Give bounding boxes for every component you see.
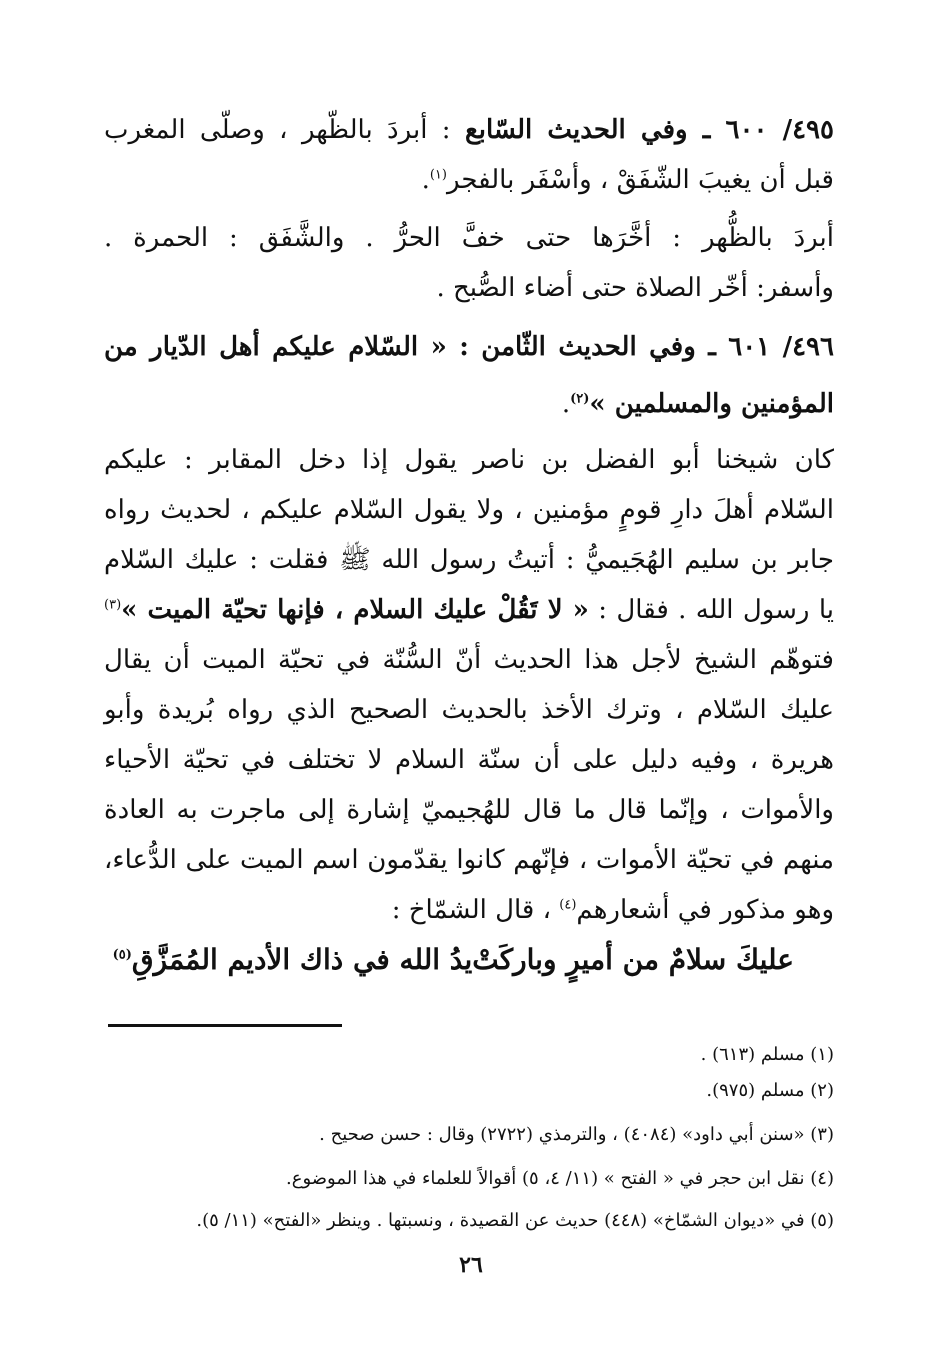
footnote-ref-3: (٣) — [104, 597, 122, 613]
commentary-line-2: السّلام أهلَ دارِ قومٍ مؤمنين ، ولا يقول السّلام عليكم ، لحديث رواه — [104, 495, 834, 525]
entry-495-heading: ٤٩٥/ ٦٠٠ ـ وفي الحديث السّابع — [464, 115, 834, 145]
footnote-divider — [108, 1024, 342, 1027]
footnote-5: (٥) في «ديوان الشمّاخ» (٤٤٨) حديث عن القصيدة ، ونسبتها . وينظر «الفتح» (١١/ ٥). — [196, 1210, 834, 1231]
gloss-line-1: أبردَ بالظُّهر : أخَّرَها حتى خفَّ الحرُّ . والشَّفَق : الحمرة . — [104, 223, 834, 253]
entry-495-period: . — [421, 165, 430, 195]
commentary-line-8: والأموات ، وإنّما قال ما قال للهُجيميّ إشارة إلى ماجرت به العادة — [104, 795, 834, 825]
verse-hemistich-2-wrap — [113, 938, 473, 982]
commentary-text-end: ، قال الشمّاخ : — [391, 895, 552, 925]
entry-496-line-1: ٤٩٦/ ٦٠١ ـ وفي الحديث الثّامن : « السّلام عليكم أهل الدّيار من — [104, 332, 834, 362]
commentary-line-9: منهم في تحيّة الأموات ، فإنّهم كانوا يقدّمون اسم الميت على الدُّعاء، — [104, 845, 834, 875]
commentary-line-7: هريرة ، وفيه دليل على أن سنّة السلام لا تختلف في تحيّة الأحياء — [104, 745, 834, 775]
verse-hemistich-2: يدُ الله في ذاك الأديم المُمَزَّقِ — [131, 943, 473, 976]
entry-495-text: : أبردَ بالظّهر ، وصلّى المغرب — [104, 115, 451, 145]
commentary-line-1: كان شيخنا أبو الفضل بن ناصر يقول إذا دخل المقابر : عليكم — [104, 445, 834, 475]
entry-496-line-2 — [104, 384, 834, 424]
footnote-ref-5: (٥) — [112, 947, 132, 963]
commentary-text: وهو مذكور في أشعارهم — [576, 895, 834, 925]
entry-495-line-2 — [104, 160, 834, 200]
footnote-2: (٢) مسلم (٩٧٥). — [706, 1080, 834, 1101]
commentary-line-4 — [104, 590, 834, 630]
gloss-line-2: وأسفر: أخّر الصلاة حتى أضاء الصُّبح . — [436, 273, 834, 303]
verse-hemistich-1: عليكَ سلامٌ من أميرٍ وباركَتْ — [472, 943, 794, 976]
quote-intro: يا رسول الله . فقال : — [598, 595, 834, 625]
entry-496-text-2: المؤمنين والمسلمين » — [589, 389, 834, 419]
footnote-1: (١) مسلم (٦١٣) . — [700, 1044, 834, 1065]
footnote-ref-4: (٤) — [559, 897, 577, 913]
entry-495-line-1 — [104, 110, 834, 150]
page-number: ٢٦ — [459, 1252, 483, 1278]
commentary-line-5: فتوهّم الشيخ لأجل هذا الحديث أنّ السُّنّة في تحيّة الميت أن يقال — [104, 645, 834, 675]
footnote-ref-1: (١) — [429, 167, 447, 183]
commentary-line-6: عليك السّلام ، وترك الأخذ بالحديث الصحيح الذي رواه بُريدة وأبو — [104, 695, 834, 725]
poem-verse — [112, 938, 794, 982]
commentary-line-10 — [104, 890, 834, 930]
footnote-4: (٤) نقل ابن حجر في « الفتح » (١١/ ٤، ٥) أقوالاً للعلماء في هذا الموضوع. — [286, 1168, 834, 1189]
entry-495-text-2: قبل أن يغيبَ الشّفَقْ ، وأسْفَر بالفجر — [446, 165, 834, 195]
entry-496-period: . — [561, 389, 571, 419]
commentary-line-3: جابر بن سليم الهُجَيميُّ : أتيتُ رسول الله ﷺ فقلت : عليك السّلام — [104, 545, 834, 575]
prophet-quote: « لا تَقُلْ عليك السلام ، فإنها تحيّة الميت » — [121, 595, 589, 625]
footnote-ref-2: (٢) — [570, 391, 590, 407]
footnote-3: (٣) «سنن أبي داود» (٤٠٨٤) ، والترمذي (٢٧٢٢) وقال : حسن صحيح . — [319, 1124, 834, 1145]
